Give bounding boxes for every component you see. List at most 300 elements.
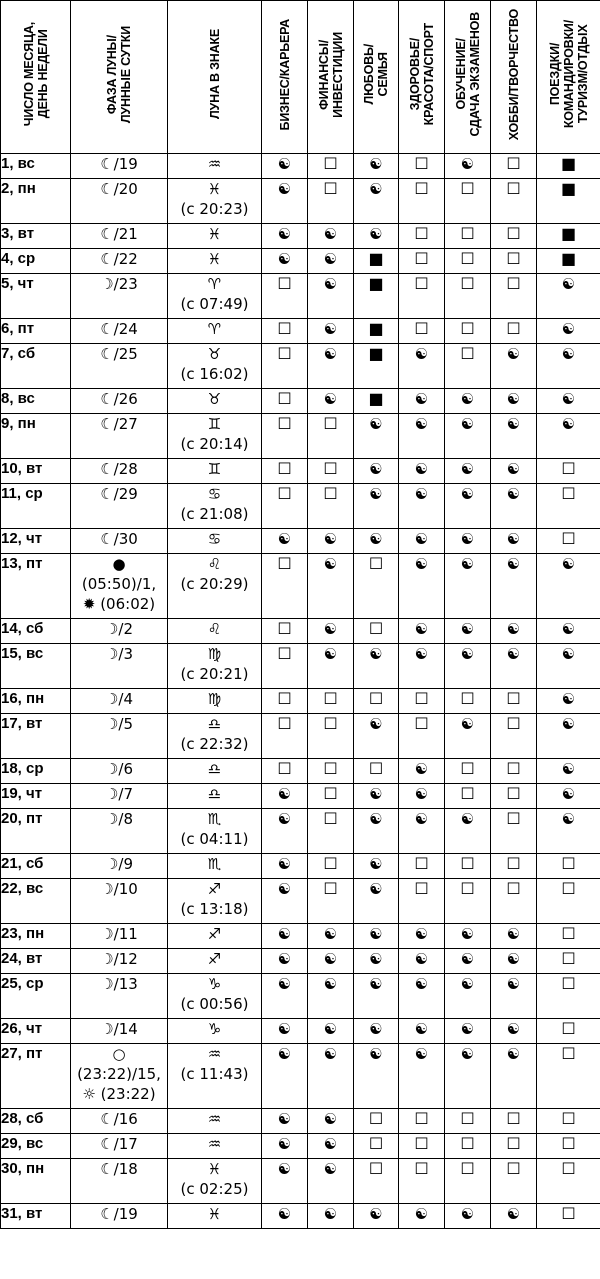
travel-cell bbox=[537, 644, 600, 689]
hobby-cell bbox=[491, 1159, 537, 1204]
yin-yang-icon: ☯ bbox=[561, 690, 576, 708]
love-cell bbox=[354, 759, 399, 784]
yin-yang-icon: ☯ bbox=[277, 250, 292, 268]
hobby-cell bbox=[491, 759, 537, 784]
hobby-cell bbox=[491, 809, 537, 854]
health-cell bbox=[399, 484, 445, 529]
yin-yang-icon: ☯ bbox=[277, 785, 292, 803]
yin-yang-icon: ☯ bbox=[414, 785, 429, 803]
yin-yang-icon: ☯ bbox=[323, 225, 338, 243]
study-cell bbox=[445, 179, 491, 224]
filled-square-icon: ■ bbox=[368, 389, 384, 408]
finance-cell bbox=[308, 459, 354, 484]
yin-yang-icon: ☯ bbox=[506, 345, 521, 363]
empty-square-icon: ☐ bbox=[561, 459, 576, 478]
yin-yang-icon: ☯ bbox=[414, 620, 429, 638]
study-cell bbox=[445, 154, 491, 179]
yin-yang-icon: ☯ bbox=[323, 975, 338, 993]
zodiac-sign-icon: ♌ bbox=[207, 620, 222, 638]
yin-yang-icon: ☯ bbox=[414, 925, 429, 943]
yin-yang-icon: ☯ bbox=[460, 155, 475, 173]
empty-square-icon: ☐ bbox=[460, 224, 475, 243]
study-cell bbox=[445, 689, 491, 714]
moon-phase-line: ☽/12 bbox=[100, 950, 138, 968]
moon-phase-cell bbox=[71, 554, 168, 619]
yin-yang-icon: ☯ bbox=[414, 1205, 429, 1223]
empty-square-icon: ☐ bbox=[460, 1159, 475, 1178]
empty-square-icon: ☐ bbox=[277, 714, 292, 733]
empty-square-icon: ☐ bbox=[368, 1159, 384, 1178]
yin-yang-icon: ☯ bbox=[369, 485, 383, 503]
yin-yang-icon: ☯ bbox=[506, 415, 521, 433]
travel-cell bbox=[537, 554, 600, 619]
table-row bbox=[1, 784, 600, 809]
moon-sign-cell bbox=[168, 389, 262, 414]
love-cell bbox=[354, 224, 399, 249]
yin-yang-icon: ☯ bbox=[369, 1020, 383, 1038]
love-cell bbox=[354, 949, 399, 974]
moon-phase-line: ☾/24 bbox=[100, 320, 138, 338]
date-cell: 1, вс bbox=[1, 154, 71, 179]
date-cell: 7, сб bbox=[1, 344, 71, 389]
health-cell bbox=[399, 319, 445, 344]
zodiac-sign-icon: ♐ bbox=[207, 950, 222, 968]
health-cell bbox=[399, 879, 445, 924]
empty-square-icon: ☐ bbox=[561, 1204, 576, 1223]
moon-phase-cell bbox=[71, 389, 168, 414]
moon-sign-cell bbox=[168, 1159, 262, 1204]
empty-square-icon: ☐ bbox=[506, 784, 521, 803]
table-row bbox=[1, 459, 600, 484]
moon-sign-cell bbox=[168, 759, 262, 784]
moon-sign-cell bbox=[168, 344, 262, 389]
finance-cell bbox=[308, 644, 354, 689]
study-cell bbox=[445, 949, 491, 974]
moon-sign-cell bbox=[168, 529, 262, 554]
business-cell bbox=[262, 484, 308, 529]
zodiac-sign-icon: ♒ bbox=[207, 155, 222, 173]
header-date bbox=[1, 1, 71, 154]
date-cell: 21, сб bbox=[1, 854, 71, 879]
travel-cell bbox=[537, 319, 600, 344]
yin-yang-icon: ☯ bbox=[460, 460, 475, 478]
moon-phase-cell bbox=[71, 714, 168, 759]
travel-cell bbox=[537, 759, 600, 784]
yin-yang-icon: ☯ bbox=[323, 950, 338, 968]
yin-yang-icon: ☯ bbox=[323, 645, 338, 663]
yin-yang-icon: ☯ bbox=[369, 460, 383, 478]
travel-cell bbox=[537, 714, 600, 759]
yin-yang-icon: ☯ bbox=[323, 250, 338, 268]
travel-cell bbox=[537, 344, 600, 389]
love-cell bbox=[354, 644, 399, 689]
empty-square-icon: ☐ bbox=[506, 154, 521, 173]
hobby-cell bbox=[491, 414, 537, 459]
date-cell: 30, пн bbox=[1, 1159, 71, 1204]
study-cell bbox=[445, 529, 491, 554]
study-cell bbox=[445, 1134, 491, 1159]
travel-cell bbox=[537, 1109, 600, 1134]
empty-square-icon: ☐ bbox=[323, 809, 338, 828]
hobby-cell bbox=[491, 554, 537, 619]
date-cell: 9, пн bbox=[1, 414, 71, 459]
yin-yang-icon: ☯ bbox=[323, 1135, 338, 1153]
yin-yang-icon: ☯ bbox=[277, 950, 292, 968]
hobby-cell bbox=[491, 1019, 537, 1044]
yin-yang-icon: ☯ bbox=[460, 975, 475, 993]
hobby-cell bbox=[491, 529, 537, 554]
yin-yang-icon: ☯ bbox=[277, 975, 292, 993]
table-row bbox=[1, 179, 600, 224]
moon-phase-cell bbox=[71, 619, 168, 644]
zodiac-sign-icon: ♌ bbox=[207, 555, 222, 573]
header-finance-label: ФИНАНСЫ/ ИНВЕСТИЦИИ bbox=[316, 31, 345, 118]
yin-yang-icon: ☯ bbox=[277, 1045, 292, 1063]
yin-yang-icon: ☯ bbox=[506, 1205, 521, 1223]
moon-phase-cell bbox=[71, 974, 168, 1019]
empty-square-icon: ☐ bbox=[506, 759, 521, 778]
study-cell bbox=[445, 389, 491, 414]
filled-square-icon: ■ bbox=[560, 179, 577, 198]
love-cell bbox=[354, 879, 399, 924]
yin-yang-icon: ☯ bbox=[323, 925, 338, 943]
yin-yang-icon: ☯ bbox=[561, 320, 576, 338]
health-cell bbox=[399, 714, 445, 759]
business-cell bbox=[262, 389, 308, 414]
health-cell bbox=[399, 414, 445, 459]
empty-square-icon: ☐ bbox=[323, 879, 338, 898]
empty-square-icon: ☐ bbox=[277, 619, 292, 638]
empty-square-icon: ☐ bbox=[561, 1159, 576, 1178]
moon-phase-line: ☾/20 bbox=[100, 180, 138, 198]
moon-phase-cell bbox=[71, 274, 168, 319]
header-study-label: ОБУЧЕНИЕ/ СДАЧА ЭКЗАМЕНОВ bbox=[453, 12, 482, 137]
yin-yang-icon: ☯ bbox=[414, 975, 429, 993]
hobby-cell bbox=[491, 1109, 537, 1134]
travel-cell bbox=[537, 974, 600, 1019]
empty-square-icon: ☐ bbox=[506, 879, 521, 898]
header-business-label: БИЗНЕС/КАРЬЕРА bbox=[277, 18, 292, 131]
yin-yang-icon: ☯ bbox=[323, 390, 338, 408]
yin-yang-icon: ☯ bbox=[369, 155, 383, 173]
finance-cell bbox=[308, 714, 354, 759]
health-cell bbox=[399, 1019, 445, 1044]
yin-yang-icon: ☯ bbox=[561, 415, 576, 433]
date-cell: 3, вт bbox=[1, 224, 71, 249]
empty-square-icon: ☐ bbox=[460, 179, 475, 198]
hobby-cell bbox=[491, 179, 537, 224]
love-cell bbox=[354, 1204, 399, 1229]
yin-yang-icon: ☯ bbox=[323, 620, 338, 638]
moon-sign-cell bbox=[168, 484, 262, 529]
sign-change-time: (с 22:32) bbox=[180, 735, 249, 753]
yin-yang-icon: ☯ bbox=[323, 1205, 338, 1223]
finance-cell bbox=[308, 784, 354, 809]
filled-square-icon: ■ bbox=[560, 249, 577, 268]
date-cell: 25, ср bbox=[1, 974, 71, 1019]
moon-sign-cell bbox=[168, 554, 262, 619]
sign-change-time: (с 07:49) bbox=[180, 295, 249, 313]
yin-yang-icon: ☯ bbox=[561, 715, 576, 733]
love-cell bbox=[354, 974, 399, 1019]
empty-square-icon: ☐ bbox=[561, 1134, 576, 1153]
empty-square-icon: ☐ bbox=[506, 809, 521, 828]
table-row bbox=[1, 1204, 600, 1229]
health-cell bbox=[399, 809, 445, 854]
yin-yang-icon: ☯ bbox=[277, 1205, 292, 1223]
travel-cell bbox=[537, 949, 600, 974]
yin-yang-icon: ☯ bbox=[277, 1160, 292, 1178]
love-cell bbox=[354, 414, 399, 459]
yin-yang-icon: ☯ bbox=[323, 275, 338, 293]
yin-yang-icon: ☯ bbox=[561, 345, 576, 363]
empty-square-icon: ☐ bbox=[414, 274, 429, 293]
moon-phase-line: ☼ (23:22) bbox=[82, 1085, 156, 1103]
finance-cell bbox=[308, 854, 354, 879]
zodiac-sign-icon: ♏ bbox=[207, 810, 222, 828]
love-cell bbox=[354, 484, 399, 529]
yin-yang-icon: ☯ bbox=[414, 345, 429, 363]
header-moon-phase bbox=[71, 1, 168, 154]
filled-square-icon: ■ bbox=[368, 249, 384, 268]
finance-cell bbox=[308, 1159, 354, 1204]
study-cell bbox=[445, 319, 491, 344]
empty-square-icon: ☐ bbox=[460, 854, 475, 873]
love-cell bbox=[354, 619, 399, 644]
business-cell bbox=[262, 1159, 308, 1204]
empty-square-icon: ☐ bbox=[506, 179, 521, 198]
empty-square-icon: ☐ bbox=[414, 154, 429, 173]
yin-yang-icon: ☯ bbox=[369, 415, 383, 433]
empty-square-icon: ☐ bbox=[506, 1134, 521, 1153]
business-cell bbox=[262, 1109, 308, 1134]
zodiac-sign-icon: ♓ bbox=[207, 1205, 222, 1223]
moon-phase-line: ☽/2 bbox=[104, 620, 134, 638]
filled-square-icon: ■ bbox=[560, 224, 577, 243]
yin-yang-icon: ☯ bbox=[460, 925, 475, 943]
sign-change-time: (с 20:29) bbox=[180, 575, 249, 593]
finance-cell bbox=[308, 809, 354, 854]
finance-cell bbox=[308, 879, 354, 924]
study-cell bbox=[445, 344, 491, 389]
love-cell bbox=[354, 554, 399, 619]
travel-cell bbox=[537, 619, 600, 644]
empty-square-icon: ☐ bbox=[277, 554, 292, 573]
hobby-cell bbox=[491, 459, 537, 484]
yin-yang-icon: ☯ bbox=[561, 645, 576, 663]
hobby-cell bbox=[491, 1134, 537, 1159]
love-cell bbox=[354, 1019, 399, 1044]
love-cell bbox=[354, 154, 399, 179]
yin-yang-icon: ☯ bbox=[323, 320, 338, 338]
moon-phase-cell bbox=[71, 854, 168, 879]
business-cell bbox=[262, 1019, 308, 1044]
travel-cell bbox=[537, 854, 600, 879]
filled-square-icon: ■ bbox=[368, 319, 384, 338]
health-cell bbox=[399, 759, 445, 784]
empty-square-icon: ☐ bbox=[460, 1134, 475, 1153]
yin-yang-icon: ☯ bbox=[277, 1135, 292, 1153]
travel-cell bbox=[537, 154, 600, 179]
empty-square-icon: ☐ bbox=[561, 879, 576, 898]
zodiac-sign-icon: ♊ bbox=[207, 460, 222, 478]
empty-square-icon: ☐ bbox=[506, 689, 521, 708]
yin-yang-icon: ☯ bbox=[369, 225, 383, 243]
empty-square-icon: ☐ bbox=[561, 854, 576, 873]
table-row bbox=[1, 809, 600, 854]
table-row bbox=[1, 854, 600, 879]
love-cell bbox=[354, 179, 399, 224]
health-cell bbox=[399, 554, 445, 619]
empty-square-icon: ☐ bbox=[368, 1109, 384, 1128]
header-travel bbox=[537, 1, 600, 154]
empty-square-icon: ☐ bbox=[414, 1134, 429, 1153]
business-cell bbox=[262, 414, 308, 459]
date-cell: 24, вт bbox=[1, 949, 71, 974]
moon-phase-cell bbox=[71, 344, 168, 389]
moon-sign-cell bbox=[168, 924, 262, 949]
travel-cell bbox=[537, 484, 600, 529]
hobby-cell bbox=[491, 619, 537, 644]
table-row bbox=[1, 249, 600, 274]
yin-yang-icon: ☯ bbox=[277, 855, 292, 873]
moon-phase-line: ☾/28 bbox=[100, 460, 138, 478]
study-cell bbox=[445, 1019, 491, 1044]
moon-phase-cell bbox=[71, 179, 168, 224]
table-row bbox=[1, 1109, 600, 1134]
study-cell bbox=[445, 644, 491, 689]
table-row bbox=[1, 344, 600, 389]
moon-phase-line: ☾/27 bbox=[100, 415, 138, 433]
empty-square-icon: ☐ bbox=[414, 319, 429, 338]
empty-square-icon: ☐ bbox=[323, 714, 338, 733]
zodiac-sign-icon: ♋ bbox=[207, 530, 222, 548]
health-cell bbox=[399, 179, 445, 224]
yin-yang-icon: ☯ bbox=[277, 1020, 292, 1038]
empty-square-icon: ☐ bbox=[460, 249, 475, 268]
hobby-cell bbox=[491, 389, 537, 414]
header-love bbox=[354, 1, 399, 154]
header-business bbox=[262, 1, 308, 154]
travel-cell bbox=[537, 224, 600, 249]
study-cell bbox=[445, 484, 491, 529]
empty-square-icon: ☐ bbox=[506, 1109, 521, 1128]
love-cell bbox=[354, 1109, 399, 1134]
empty-square-icon: ☐ bbox=[277, 689, 292, 708]
zodiac-sign-icon: ♑ bbox=[207, 1020, 222, 1038]
table-row bbox=[1, 484, 600, 529]
business-cell bbox=[262, 924, 308, 949]
yin-yang-icon: ☯ bbox=[414, 810, 429, 828]
moon-phase-line: ☽/10 bbox=[100, 880, 138, 898]
moon-sign-cell bbox=[168, 1019, 262, 1044]
table-row bbox=[1, 974, 600, 1019]
hobby-cell bbox=[491, 854, 537, 879]
business-cell bbox=[262, 809, 308, 854]
table-row bbox=[1, 1134, 600, 1159]
business-cell bbox=[262, 344, 308, 389]
yin-yang-icon: ☯ bbox=[460, 715, 475, 733]
health-cell bbox=[399, 689, 445, 714]
yin-yang-icon: ☯ bbox=[323, 1160, 338, 1178]
yin-yang-icon: ☯ bbox=[561, 555, 576, 573]
moon-phase-cell bbox=[71, 1159, 168, 1204]
empty-square-icon: ☐ bbox=[460, 274, 475, 293]
moon-phase-line: ☾/16 bbox=[100, 1110, 138, 1128]
moon-sign-cell bbox=[168, 154, 262, 179]
yin-yang-icon: ☯ bbox=[277, 225, 292, 243]
sign-change-time: (с 13:18) bbox=[180, 900, 249, 918]
empty-square-icon: ☐ bbox=[506, 1159, 521, 1178]
moon-phase-line: ☾/17 bbox=[100, 1135, 138, 1153]
empty-square-icon: ☐ bbox=[323, 689, 338, 708]
moon-phase-line: ☾/18 bbox=[100, 1160, 138, 1178]
yin-yang-icon: ☯ bbox=[277, 180, 292, 198]
date-cell: 6, пт bbox=[1, 319, 71, 344]
hobby-cell bbox=[491, 249, 537, 274]
table-row bbox=[1, 644, 600, 689]
love-cell bbox=[354, 529, 399, 554]
travel-cell bbox=[537, 924, 600, 949]
business-cell bbox=[262, 1204, 308, 1229]
empty-square-icon: ☐ bbox=[414, 879, 429, 898]
empty-square-icon: ☐ bbox=[460, 689, 475, 708]
finance-cell bbox=[308, 224, 354, 249]
study-cell bbox=[445, 809, 491, 854]
zodiac-sign-icon: ♏ bbox=[207, 855, 222, 873]
finance-cell bbox=[308, 1044, 354, 1109]
health-cell bbox=[399, 854, 445, 879]
finance-cell bbox=[308, 924, 354, 949]
header-health bbox=[399, 1, 445, 154]
header-study bbox=[445, 1, 491, 154]
study-cell bbox=[445, 274, 491, 319]
travel-cell bbox=[537, 1134, 600, 1159]
filled-square-icon: ■ bbox=[368, 344, 384, 363]
moon-phase-cell bbox=[71, 1204, 168, 1229]
sign-change-time: (с 11:43) bbox=[180, 1065, 249, 1083]
hobby-cell bbox=[491, 784, 537, 809]
yin-yang-icon: ☯ bbox=[460, 485, 475, 503]
hobby-cell bbox=[491, 714, 537, 759]
date-cell: 5, чт bbox=[1, 274, 71, 319]
date-cell: 8, вс bbox=[1, 389, 71, 414]
moon-phase-cell bbox=[71, 949, 168, 974]
love-cell bbox=[354, 854, 399, 879]
health-cell bbox=[399, 249, 445, 274]
moon-phase-line: ☾/30 bbox=[100, 530, 138, 548]
moon-phase-line: ☽/7 bbox=[104, 785, 134, 803]
business-cell bbox=[262, 714, 308, 759]
empty-square-icon: ☐ bbox=[323, 759, 338, 778]
moon-phase-cell bbox=[71, 414, 168, 459]
moon-sign-cell bbox=[168, 879, 262, 924]
sign-change-time: (с 20:23) bbox=[180, 200, 249, 218]
date-cell: 26, чт bbox=[1, 1019, 71, 1044]
sign-change-time: (с 20:21) bbox=[180, 665, 249, 683]
table-row bbox=[1, 414, 600, 459]
yin-yang-icon: ☯ bbox=[460, 950, 475, 968]
love-cell bbox=[354, 809, 399, 854]
moon-phase-cell bbox=[71, 249, 168, 274]
yin-yang-icon: ☯ bbox=[414, 485, 429, 503]
health-cell bbox=[399, 1044, 445, 1109]
empty-square-icon: ☐ bbox=[368, 619, 384, 638]
date-cell: 29, вс bbox=[1, 1134, 71, 1159]
finance-cell bbox=[308, 179, 354, 224]
business-cell bbox=[262, 274, 308, 319]
yin-yang-icon: ☯ bbox=[369, 785, 383, 803]
